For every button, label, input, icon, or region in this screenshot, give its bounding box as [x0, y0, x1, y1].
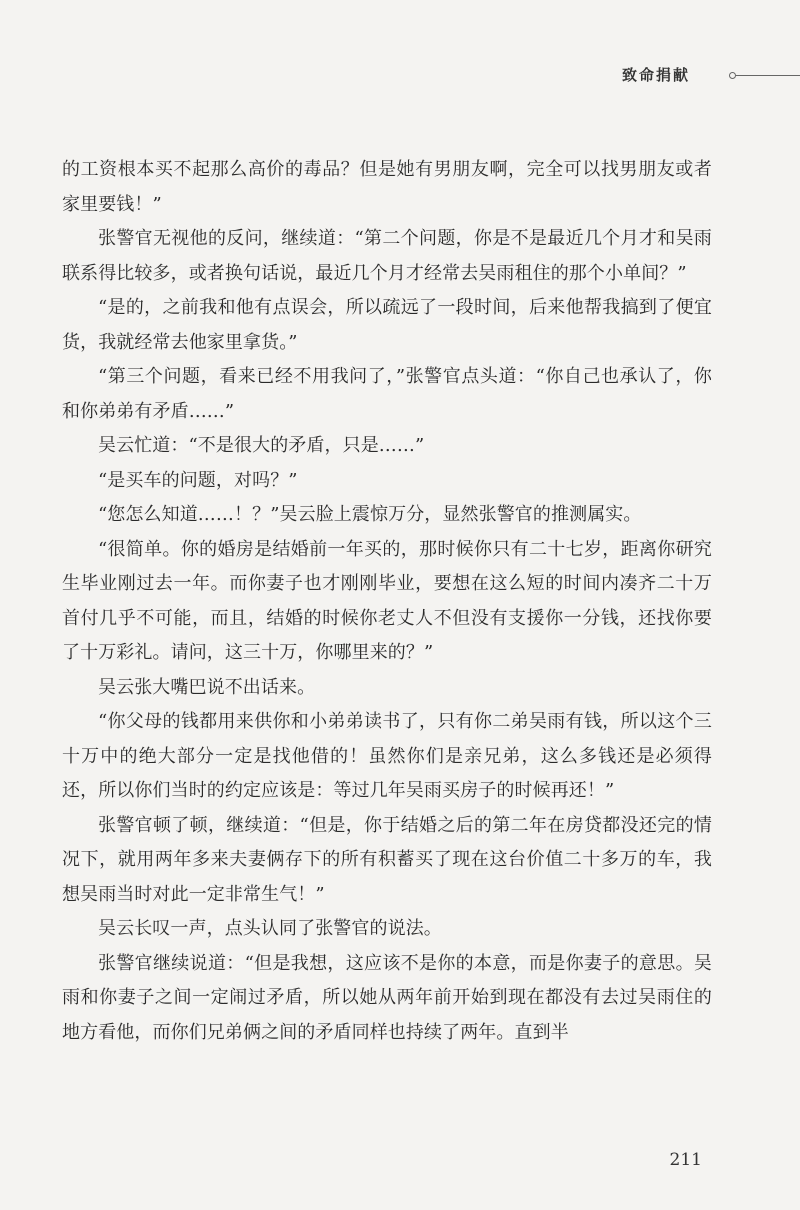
paragraph: 的工资根本买不起那么高价的毒品？但是她有男朋友啊，完全可以找男朋友或者家里要钱！”	[62, 159, 712, 215]
paragraph: “您怎么知道……！？”吴云脸上震惊万分，显然张警官的推测属实。	[98, 504, 642, 525]
paragraph: 吴云长叹一声，点头认同了张警官的说法。	[98, 918, 442, 939]
paragraph: “第三个问题，看来已经不用我问了，”张警官点头道：“你自己也承认了，你和你弟弟有矛盾……”	[62, 366, 712, 422]
running-header	[540, 64, 800, 88]
header-ornament-rule	[736, 75, 800, 76]
page-number: 211	[669, 1150, 702, 1170]
paragraph: 吴云张大嘴巴说不出话来。	[98, 676, 316, 698]
body-text	[62, 153, 712, 1050]
paragraph: 张警官无视他的反问，继续道：“第二个问题，你是不是最近几个月才和吴雨联系得比较多，或者换句话说，最近几个月才经常去吴雨租住的那个小单间？”	[62, 228, 712, 284]
paragraph: 张警官继续说道：“但是我想，这应该不是你的本意，而是你妻子的意思。吴雨和你妻子之间一定闹过矛盾，所以她从两年前开始到现在都没有去过吴雨住的地方看他，而你们兄弟俩之间的矛盾同样也持续了两年。直到半	[62, 952, 712, 1043]
paragraph: 张警官顿了顿，继续道：“但是，你于结婚之后的第二年在房贷都没还完的情况下，就用两年多来夫妻俩存下的所有积蓄买了现在这台价值二十多万的车，我想吴雨当时对此一定非常生气！”	[62, 814, 712, 905]
running-header-title: 致命捐献	[621, 66, 690, 84]
paragraph: 吴云忙道：“不是很大的矛盾，只是……”	[98, 435, 425, 456]
header-ornament-circle-icon	[729, 72, 736, 79]
paragraph: “很简单。你的婚房是结婚前一年买的，那时候你只有二十七岁，距离你研究生毕业刚过去一年。而你妻子也才刚刚毕业，要想在这么短的时间内凑齐二十万首付几乎不可能，而且，结婚的时候你老丈人不但没有支援你一分钱，还找你要了十万彩礼。请问，这三十万，你哪里来的？”	[62, 538, 712, 663]
paragraph: “是的，之前我和他有点误会，所以疏远了一段时间，后来他帮我搞到了便宜货，我就经常去他家里拿货。”	[62, 297, 712, 353]
paragraph: “是买车的问题，对吗？”	[98, 469, 298, 491]
paragraph: “你父母的钱都用来供你和小弟弟读书了，只有你二弟吴雨有钱，所以这个三十万中的绝大部分一定是找他借的！虽然你们是亲兄弟，这么多钱还是必须得还，所以你们当时的约定应该是：等过几年吴雨买房子的时候再还！”	[62, 711, 712, 801]
